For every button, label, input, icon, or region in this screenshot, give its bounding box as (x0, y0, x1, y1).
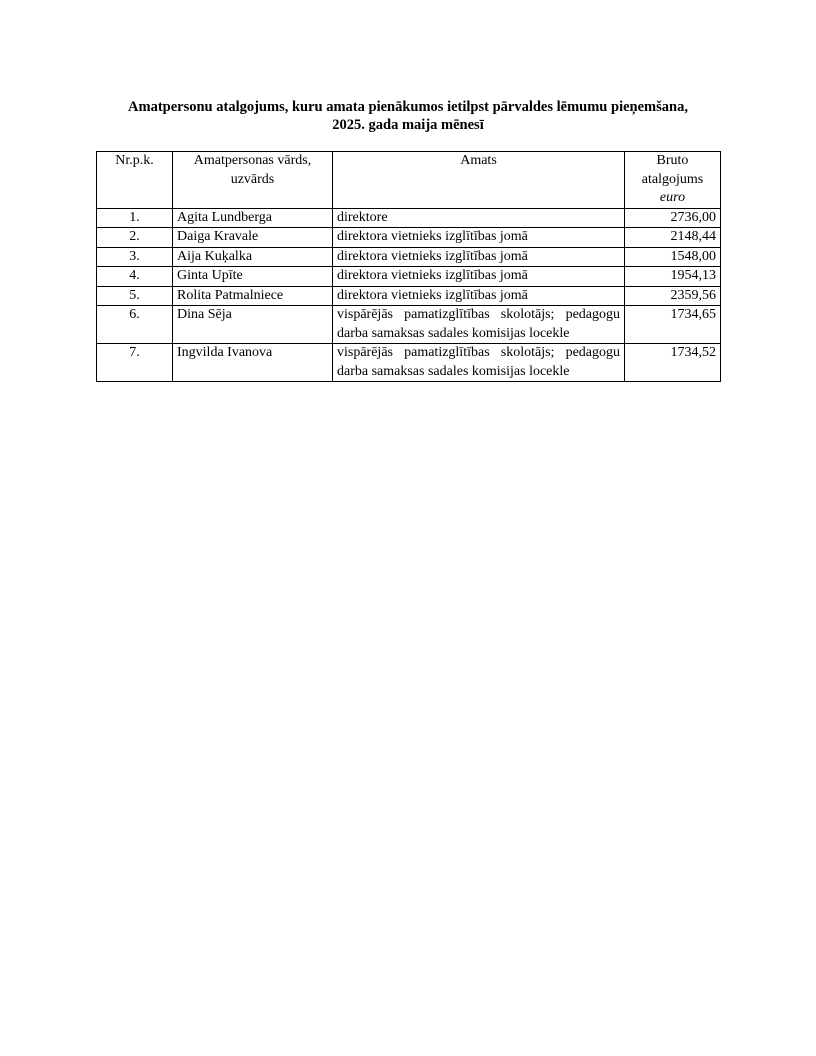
row-salary: 1734,52 (625, 344, 721, 382)
row-name: Agita Lundberga (173, 208, 333, 228)
row-nr: 7. (97, 344, 173, 382)
table-row (97, 228, 721, 248)
row-position: direktora vietnieks izglītības jomā (333, 247, 625, 267)
row-salary: 2736,00 (625, 208, 721, 228)
row-salary: 2359,56 (625, 286, 721, 306)
row-nr: 1. (97, 208, 173, 228)
header-position: Amats (333, 152, 625, 209)
table-row (97, 286, 721, 306)
row-position: vispārējās pamatizglītības skolotājs; pedagogu darba samaksas sadales komisijas locekle (333, 344, 625, 382)
table-row (97, 306, 721, 344)
title-line-1: Amatpersonu atalgojums, kuru amata pienākumos ietilpst pārvaldes lēmumu pieņemšana, (128, 99, 688, 115)
row-name: Aija Kuķalka (173, 247, 333, 267)
table-header-row (97, 152, 721, 209)
document-title (96, 98, 720, 134)
salary-table (96, 151, 721, 382)
row-name: Daiga Kravale (173, 228, 333, 248)
row-salary: 1734,65 (625, 306, 721, 344)
row-name: Ingvilda Ivanova (173, 344, 333, 382)
title-line-2: 2025. gada maija mēnesī (332, 117, 484, 133)
row-nr: 6. (97, 306, 173, 344)
table-row (97, 267, 721, 287)
row-nr: 2. (97, 228, 173, 248)
table-row (97, 208, 721, 228)
header-name: Amatpersonas vārds, uzvārds (173, 152, 333, 209)
row-name: Rolita Patmalniece (173, 286, 333, 306)
header-salary-unit: euro (659, 190, 686, 205)
row-nr: 3. (97, 247, 173, 267)
row-position: direktore (333, 208, 625, 228)
row-position: direktora vietnieks izglītības jomā (333, 228, 625, 248)
table-row (97, 247, 721, 267)
row-position: direktora vietnieks izglītības jomā (333, 286, 625, 306)
row-name: Ginta Upīte (173, 267, 333, 287)
row-salary: 1548,00 (625, 247, 721, 267)
row-salary: 1954,13 (625, 267, 721, 287)
header-salary (625, 152, 721, 209)
row-salary: 2148,44 (625, 228, 721, 248)
row-nr: 4. (97, 267, 173, 287)
header-salary-label: Bruto atalgojums (641, 153, 704, 187)
header-nr: Nr.p.k. (97, 152, 173, 209)
table-row (97, 344, 721, 382)
row-nr: 5. (97, 286, 173, 306)
row-position: direktora vietnieks izglītības jomā (333, 267, 625, 287)
row-name: Dina Sēja (173, 306, 333, 344)
row-position: vispārējās pamatizglītības skolotājs; pedagogu darba samaksas sadales komisijas locekle (333, 306, 625, 344)
